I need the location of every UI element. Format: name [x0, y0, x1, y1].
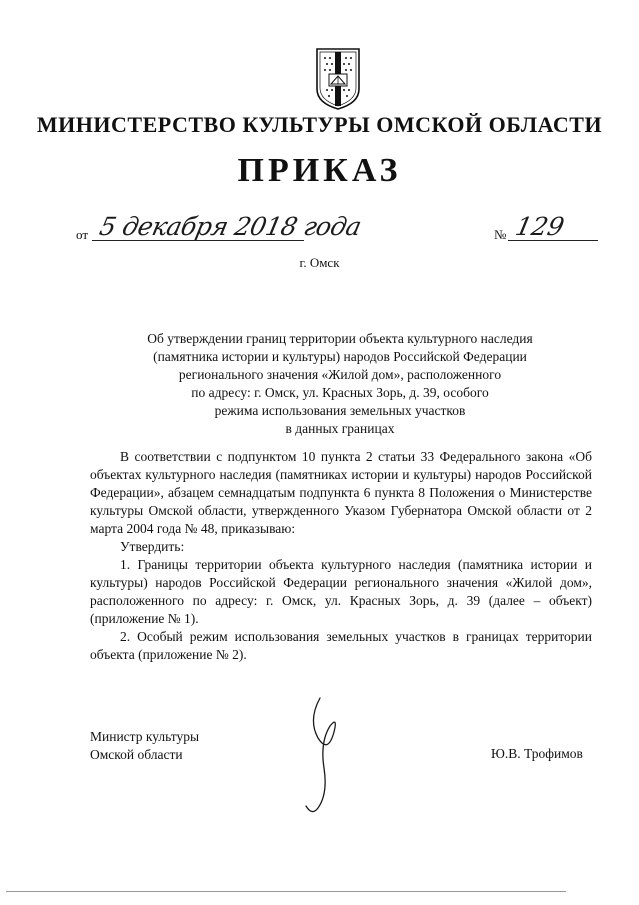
- signer-title-line: Омской области: [90, 747, 183, 762]
- signer-title-line: Министр культуры: [90, 729, 200, 744]
- subject-line: регионального значения «Жилой дом», расположенного: [178, 367, 502, 382]
- order-body: [90, 448, 592, 664]
- subject-line: в данных границах: [285, 421, 395, 436]
- body-paragraph: 1. Границы территории объекта культурного наследия (памятника истории и культуры) народов Российской Федерации регионального значения «Жилой дом», расположенного по адресу: г. Омск, ул. Красных Зорь, д. 39 (далее – объект) (приложение № 1).: [90, 557, 592, 626]
- order-subject: [110, 330, 570, 438]
- body-paragraph: В соответствии с подпунктом 10 пункта 2 статьи 33 Федерального закона «Об объектах культурного наследия (памятниках истории и культуры) народов Российской Федерации», абзацем семнадцатым подпункта 6 пункта 8 Положения о Министерстве культуры Омской области, утвержденного Указом Губернатора Омской области от 2 марта 2004 года № 48, приказываю:: [90, 449, 592, 536]
- subject-line: Об утверждении границ территории объекта культурного наследия: [147, 331, 533, 346]
- date-label: от: [76, 227, 89, 242]
- body-paragraph: 2. Особый режим использования земельных участков в границах территории объекта (приложение № 2).: [90, 629, 592, 662]
- subject-line: (памятника истории и культуры) народов Российской Федерации: [153, 349, 527, 364]
- number-label: №: [494, 227, 507, 242]
- coat-of-arms-icon: [315, 45, 361, 111]
- city: г. Омск: [299, 255, 340, 270]
- body-paragraph: Утвердить:: [120, 539, 185, 554]
- ministry-name: МИНИСТЕРСТВО КУЛЬТУРЫ ОМСКОЙ ОБЛАСТИ: [36, 112, 603, 137]
- document-title: ПРИКАЗ: [237, 152, 402, 189]
- signer-name: Ю.В. Трофимов: [491, 746, 583, 761]
- signature-icon: [290, 690, 360, 820]
- subject-line: режима использования земельных участков: [214, 403, 466, 418]
- subject-line: по адресу: г. Омск, ул. Красных Зорь, д. 39, особого: [191, 385, 489, 400]
- handwritten-number: 129: [512, 212, 567, 241]
- bottom-scan-line: [6, 891, 566, 892]
- signer-title: [90, 728, 199, 764]
- handwritten-date: 5 декабря 2018 года: [96, 212, 364, 241]
